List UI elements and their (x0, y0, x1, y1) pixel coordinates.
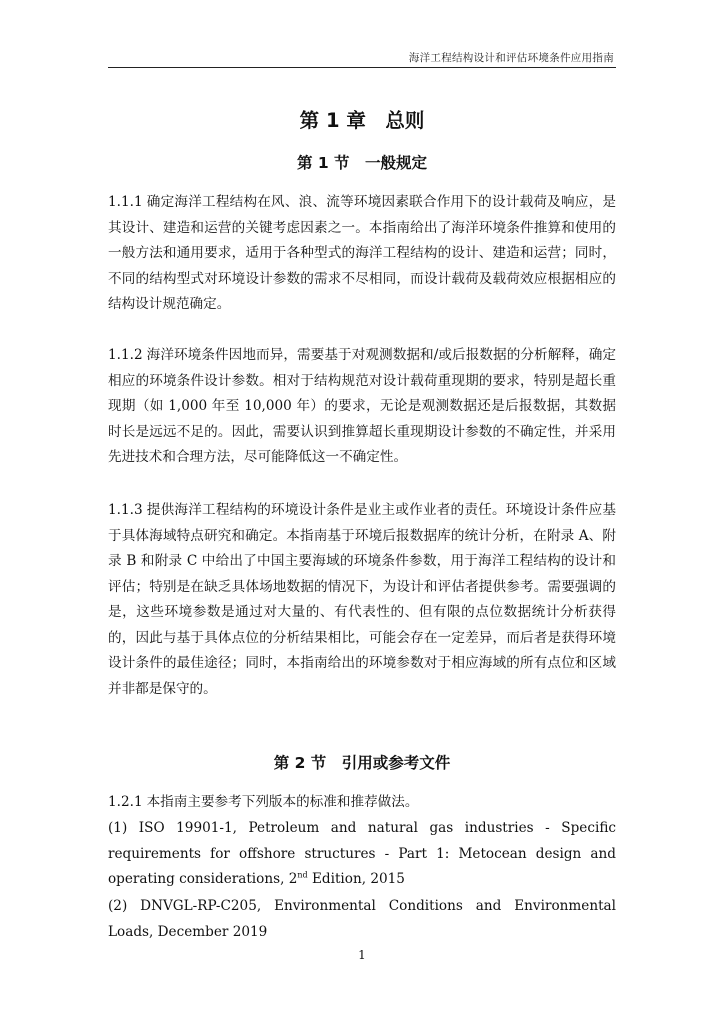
reference-item-1 (108, 816, 616, 893)
paragraph-text: 确定海洋工程结构在风、浪、流等环境因素联合作用下的设计载荷及响应，是其设计、建造和运营的关键考虑因素之一。本指南给出了海洋环境条件推算和使用的一般方法和通用要求，适用于各种型式的海洋工程结构的设计、建造和运营；同时，不同的结构型式对环境设计参数的需求不尽相同，而设计载荷及载荷效应根据相应的结构设计规范确定。 (108, 194, 616, 312)
paragraph-1-2-1 (108, 790, 616, 816)
paragraph-1-1-2 (108, 343, 616, 471)
reference-text: (1) ISO 19901-1, Petroleum and natural gas industries - Specific requirements for offshore structures - Part 1: Metocean design and operating considerations, 2 (108, 820, 616, 887)
reference-superscript: nd (297, 870, 308, 880)
reference-item-2 (108, 894, 616, 945)
running-header: 海洋工程结构设计和评估环境条件应用指南 (408, 52, 614, 64)
page-number: 1 (358, 948, 366, 962)
reference-text: (2) DNVGL-RP-C205, Environmental Conditions and Environmental Loads, December 2019 (108, 898, 616, 940)
paragraph-text: 提供海洋工程结构的环境设计条件是业主或作业者的责任。环境设计条件应基于具体海域特点研究和确定。本指南基于环境后报数据库的统计分析，在附录 A、附录 B 和附录 C 中给出了中国主要海域的环境条件参数，用于海洋工程结构的设计和评估；特别是在缺乏具体场地数据的情况下，为设计和评估者提供参考。需要强调的是，这些环境参数是通过对大量的、有代表性的、但有限的点位数据统计分析获得的，因此与基于具体点位的分析结果相比，可能会存在一定差异，而后者是获得环境设计条件的最佳途径；同时，本指南给出的环境参数对于相应海域的所有点位和区域并非都是保守的。 (108, 502, 616, 697)
paragraph-number: 1.1.2 (108, 347, 143, 363)
paragraph-text: 本指南主要参考下列版本的标准和推荐做法。 (146, 794, 419, 810)
section-title-1: 第 1 节 一般规定 (296, 154, 428, 172)
chapter-title: 第 1 章 总则 (299, 109, 425, 132)
paragraph-number: 1.1.3 (108, 502, 143, 518)
paragraph-1-1-1 (108, 190, 616, 318)
paragraph-number: 1.2.1 (108, 794, 143, 810)
paragraph-1-1-3 (108, 498, 616, 728)
reference-text-end: Edition, 2015 (307, 871, 405, 887)
section-title-2: 第 2 节 引用或参考文件 (273, 754, 451, 772)
header-rule (108, 67, 616, 68)
paragraph-number: 1.1.1 (108, 194, 143, 210)
paragraph-text: 海洋环境条件因地而异，需要基于对观测数据和/或后报数据的分析解释，确定相应的环境条件设计参数。相对于结构规范对设计载荷重现期的要求，特别是超长重现期（如 1,000 年至 10,000 年）的要求，无论是观测数据还是后报数据，其数据时长是远远不足的。因此，需要认识到推算超长重现期设计参数的不确定性，并采用先进技术和合理方法，尽可能降低这一不确定性。 (108, 347, 616, 465)
